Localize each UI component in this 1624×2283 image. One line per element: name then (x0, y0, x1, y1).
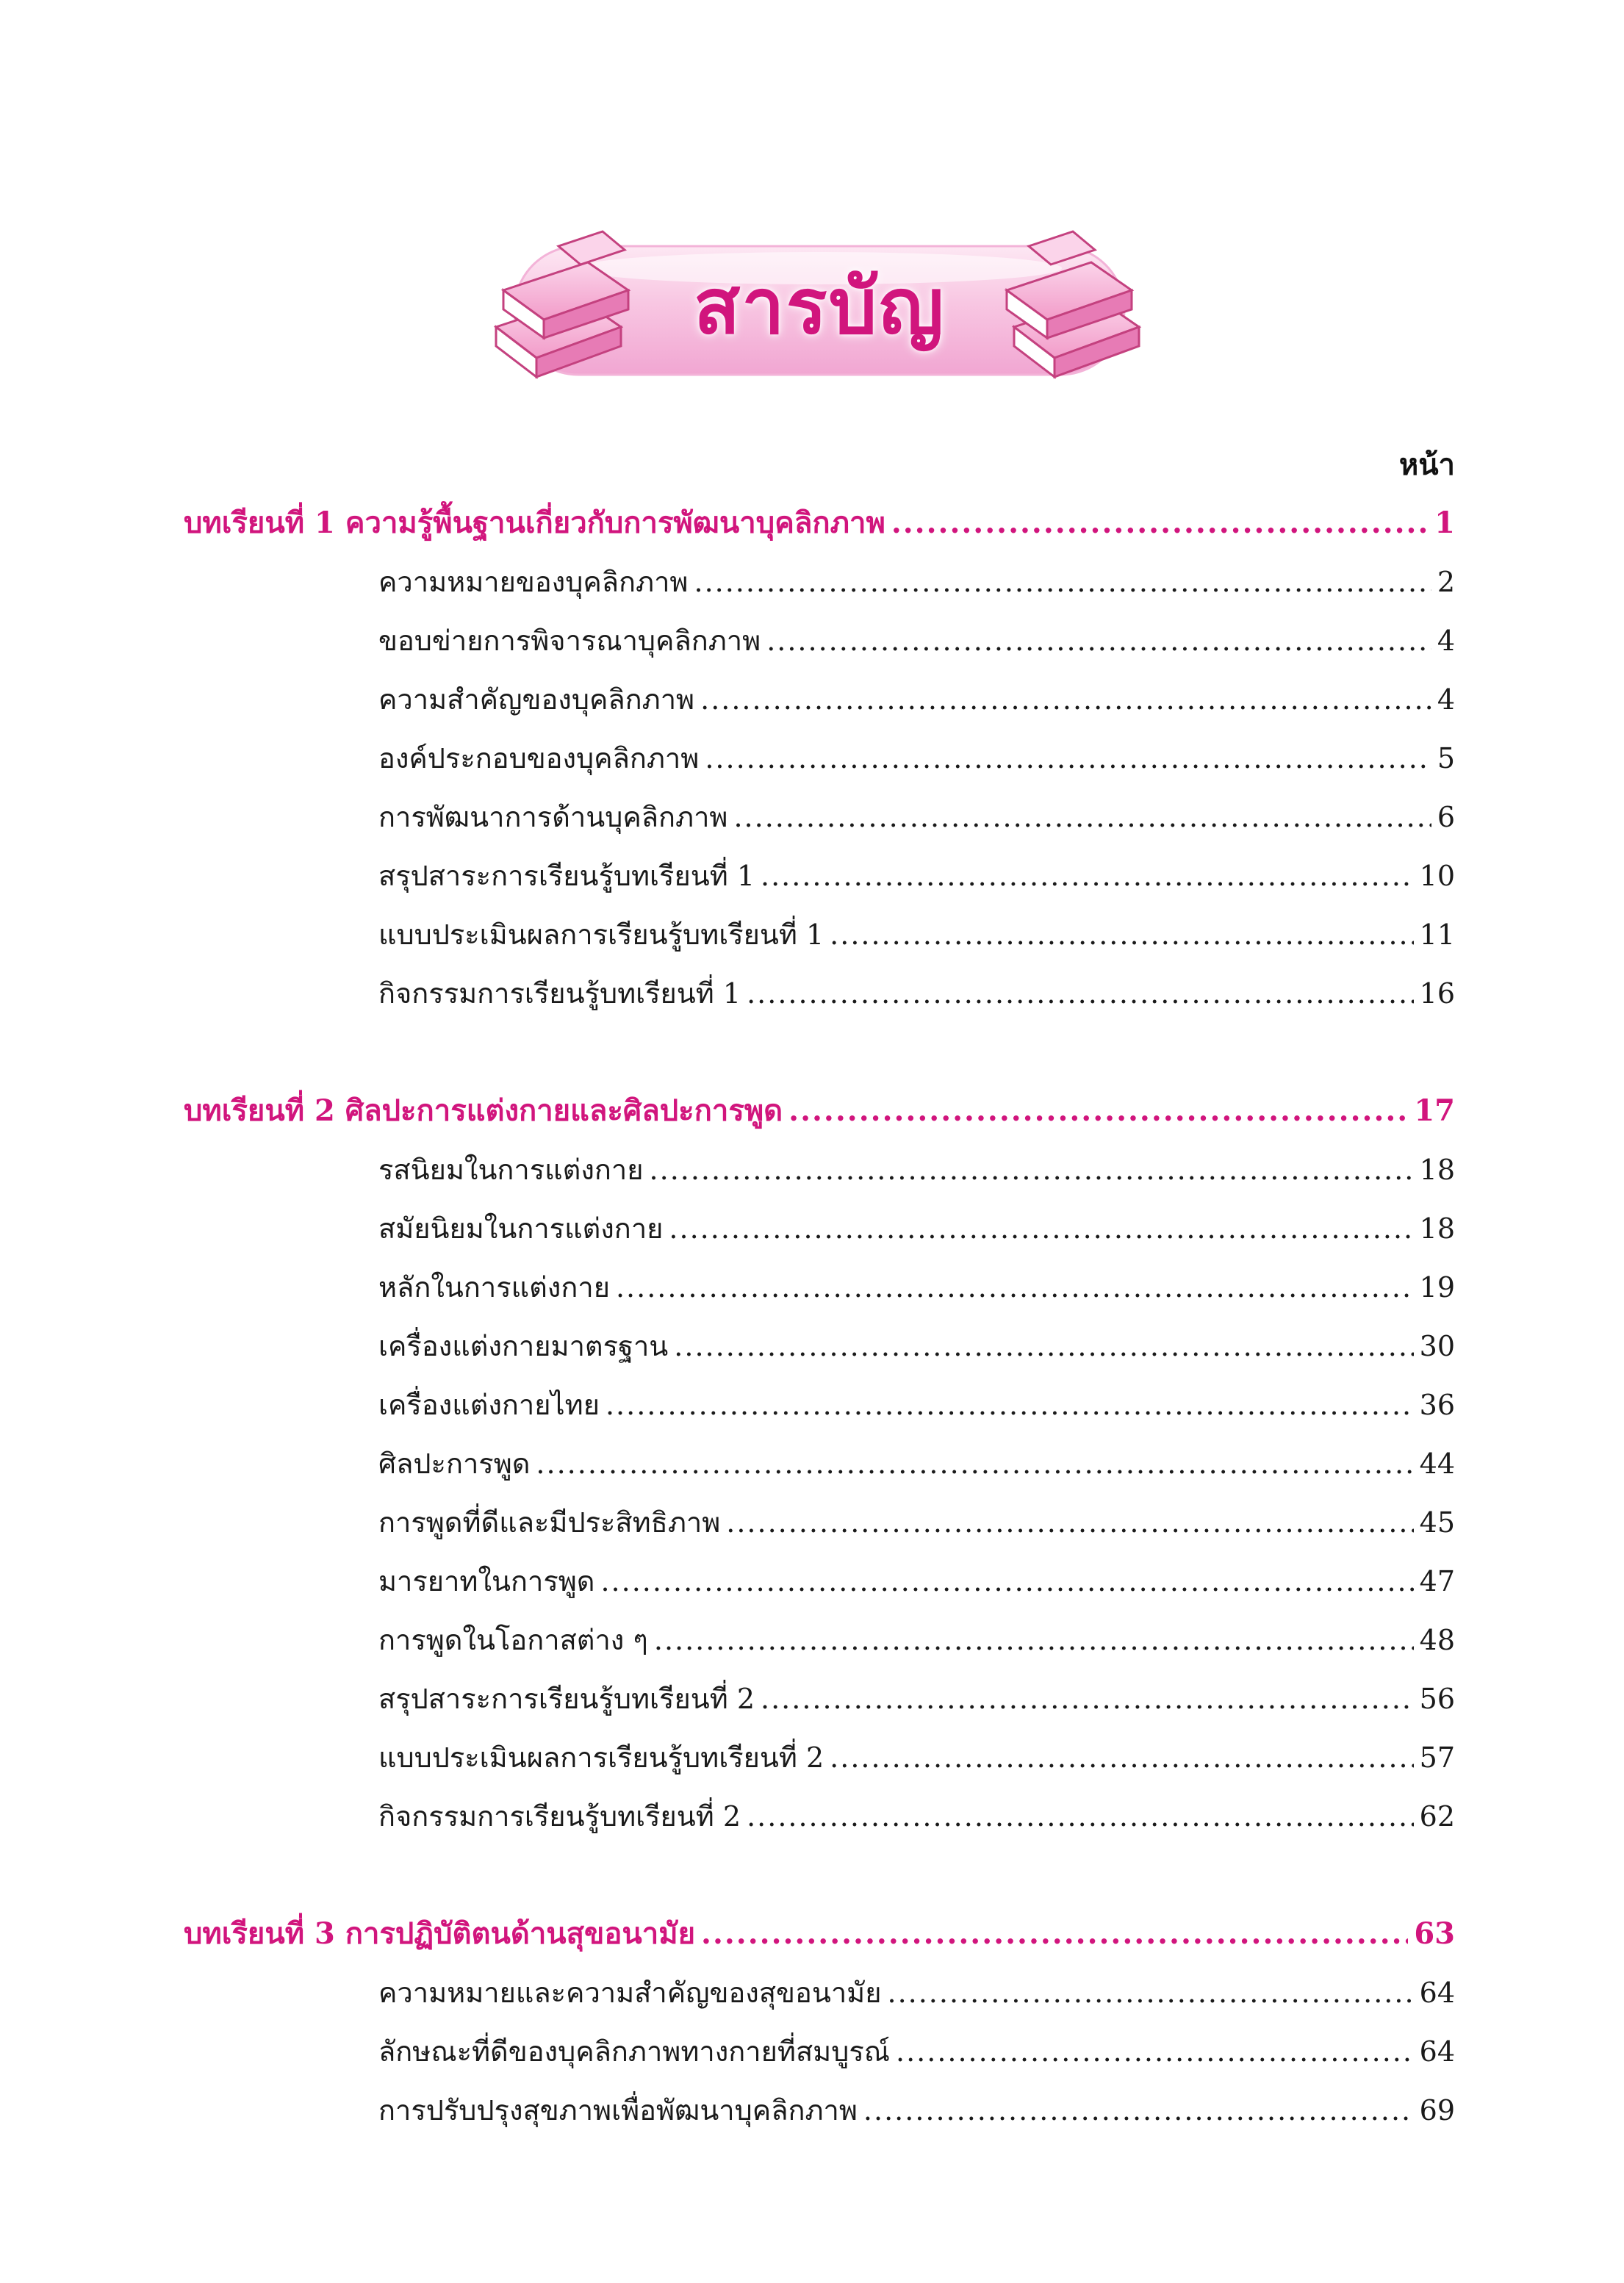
leader-dots (705, 735, 1431, 782)
entry-title: การพูดในโอกาสต่าง ๆ (378, 1624, 648, 1656)
entry-page: 64 (1419, 1977, 1455, 2009)
chapter-title: บทเรียนที่ 1 ความรู้พื้นฐานเกี่ยวกับการพัฒนาบุคลิกภาพ (184, 506, 885, 540)
entry-page: 64 (1419, 2035, 1455, 2068)
entry-page: 2 (1437, 566, 1455, 598)
entry-page: 56 (1419, 1683, 1455, 1715)
entry-page: 48 (1419, 1624, 1455, 1656)
leader-dots (726, 1499, 1413, 1546)
leader-dots (891, 500, 1429, 547)
toc-entry[interactable] (378, 1617, 1455, 1664)
entry-title: การพูดที่ดีและมีประสิทธิภาพ (378, 1506, 721, 1539)
entry-page: 44 (1419, 1448, 1455, 1480)
leader-dots (761, 852, 1414, 899)
leader-dots (650, 1146, 1414, 1193)
entry-page: 18 (1419, 1212, 1455, 1245)
entry-title: องค์ประกอบของบุคลิกภาพ (378, 742, 700, 774)
toc-entry[interactable] (378, 1264, 1455, 1311)
leader-dots (600, 1558, 1413, 1605)
entry-title: เครื่องแต่งกายไทย (378, 1389, 600, 1421)
entry-page: 62 (1419, 1800, 1455, 1833)
entry-title: แบบประเมินผลการเรียนรู้บทเรียนที่ 2 (378, 1741, 824, 1774)
leader-dots (616, 1264, 1414, 1311)
toc-entry[interactable] (378, 1793, 1455, 1840)
leader-dots (694, 558, 1431, 605)
leader-dots (747, 970, 1414, 1017)
toc-entry[interactable] (378, 852, 1455, 899)
entry-page: 30 (1419, 1330, 1455, 1362)
leader-dots (606, 1381, 1414, 1428)
entry-title: ขอบข่ายการพิจารณาบุคลิกภาพ (378, 625, 761, 657)
leader-dots (830, 1734, 1413, 1781)
entry-page: 16 (1419, 977, 1455, 1010)
entry-page: 6 (1437, 801, 1455, 833)
entry-title: ความหมายของบุคลิกภาพ (378, 566, 689, 598)
entry-title: การพัฒนาการด้านบุคลิกภาพ (378, 801, 728, 833)
entry-page: 4 (1437, 625, 1455, 657)
chapter-2-row[interactable] (184, 1087, 1455, 1135)
leader-dots (761, 1675, 1414, 1722)
entry-page: 4 (1437, 683, 1455, 716)
leader-dots (863, 2087, 1414, 2134)
entry-title: แบบประเมินผลการเรียนรู้บทเรียนที่ 1 (378, 918, 824, 951)
leader-dots (674, 1323, 1413, 1370)
entry-title: ความหมายและความสำคัญของสุขอนามัย (378, 1977, 882, 2009)
toc-entry[interactable] (378, 911, 1455, 958)
entry-title: สรุปสาระการเรียนรู้บทเรียนที่ 1 (378, 860, 755, 892)
toc-entry[interactable] (378, 1146, 1455, 1193)
entry-page: 57 (1419, 1741, 1455, 1774)
toc-entry[interactable] (378, 970, 1455, 1017)
toc-entry[interactable] (378, 558, 1455, 605)
leader-dots (669, 1205, 1413, 1252)
toc-entry[interactable] (378, 2087, 1455, 2134)
entry-title: สรุปสาระการเรียนรู้บทเรียนที่ 2 (378, 1683, 755, 1715)
leader-dots (536, 1440, 1413, 1487)
entry-title: กิจกรรมการเรียนรู้บทเรียนที่ 2 (378, 1800, 741, 1833)
entry-page: 69 (1419, 2094, 1455, 2126)
toc-entry[interactable] (378, 1969, 1455, 2016)
leader-dots (700, 676, 1431, 723)
toc-entry[interactable] (378, 617, 1455, 664)
toc-entry[interactable] (378, 1675, 1455, 1722)
toc-entry[interactable] (378, 1323, 1455, 1370)
entry-page: 45 (1419, 1506, 1455, 1539)
entry-title: ความสำคัญของบุคลิกภาพ (378, 683, 695, 716)
toc-entry[interactable] (378, 1205, 1455, 1252)
entry-title: หลักในการแต่งกาย (378, 1271, 610, 1304)
toc-entry[interactable] (378, 676, 1455, 723)
toc-entry[interactable] (378, 1440, 1455, 1487)
chapter-1-row[interactable] (184, 500, 1455, 547)
entry-page: 11 (1419, 918, 1455, 951)
entry-title: สมัยนิยมในการแต่งกาย (378, 1212, 664, 1245)
toc-entry[interactable] (378, 794, 1455, 841)
toc-entry[interactable] (378, 1558, 1455, 1605)
leader-dots (733, 794, 1431, 841)
chapter-title: บทเรียนที่ 2 ศิลปะการแต่งกายและศิลปะการพูด (184, 1093, 783, 1128)
toc-entry[interactable] (378, 1734, 1455, 1781)
entry-title: ลักษณะที่ดีของบุคลิกภาพทางกายที่สมบูรณ์ (378, 2035, 890, 2068)
entry-title: เครื่องแต่งกายมาตรฐาน (378, 1330, 669, 1362)
leader-dots (896, 2028, 1414, 2075)
chapter-page: 63 (1414, 1916, 1455, 1951)
entry-page: 18 (1419, 1154, 1455, 1186)
entry-page: 5 (1437, 742, 1455, 774)
entry-title: การปรับปรุงสุขภาพเพื่อพัฒนาบุคลิกภาพ (378, 2094, 858, 2126)
page-column-label: หน้า (1398, 447, 1455, 482)
chapter-title: บทเรียนที่ 3 การปฏิบัติตนด้านสุขอนามัย (184, 1916, 696, 1951)
entry-page: 36 (1419, 1389, 1455, 1421)
chapter-3-row[interactable] (184, 1910, 1455, 1957)
entry-title: กิจกรรมการเรียนรู้บทเรียนที่ 1 (378, 977, 741, 1010)
entry-page: 19 (1419, 1271, 1455, 1304)
entry-page: 10 (1419, 860, 1455, 892)
entry-title: มารยาทในการพูด (378, 1565, 595, 1597)
leader-dots (788, 1087, 1408, 1135)
chapter-page: 1 (1434, 506, 1455, 540)
toc-entry[interactable] (378, 1499, 1455, 1546)
leader-dots (701, 1910, 1408, 1957)
toc-entry[interactable] (378, 2028, 1455, 2075)
leader-dots (766, 617, 1431, 664)
leader-dots (887, 1969, 1413, 2016)
banner-title: สารบัญ (693, 262, 946, 351)
leader-dots (830, 911, 1413, 958)
toc-banner (470, 217, 1168, 393)
leader-dots (747, 1793, 1414, 1840)
entry-page: 47 (1419, 1565, 1455, 1597)
toc-entry[interactable] (378, 735, 1455, 782)
chapter-page: 17 (1414, 1093, 1455, 1128)
entry-title: รสนิยมในการแต่งกาย (378, 1154, 644, 1186)
leader-dots (654, 1617, 1414, 1664)
toc-entry[interactable] (378, 1381, 1455, 1428)
entry-title: ศิลปะการพูด (378, 1448, 531, 1480)
